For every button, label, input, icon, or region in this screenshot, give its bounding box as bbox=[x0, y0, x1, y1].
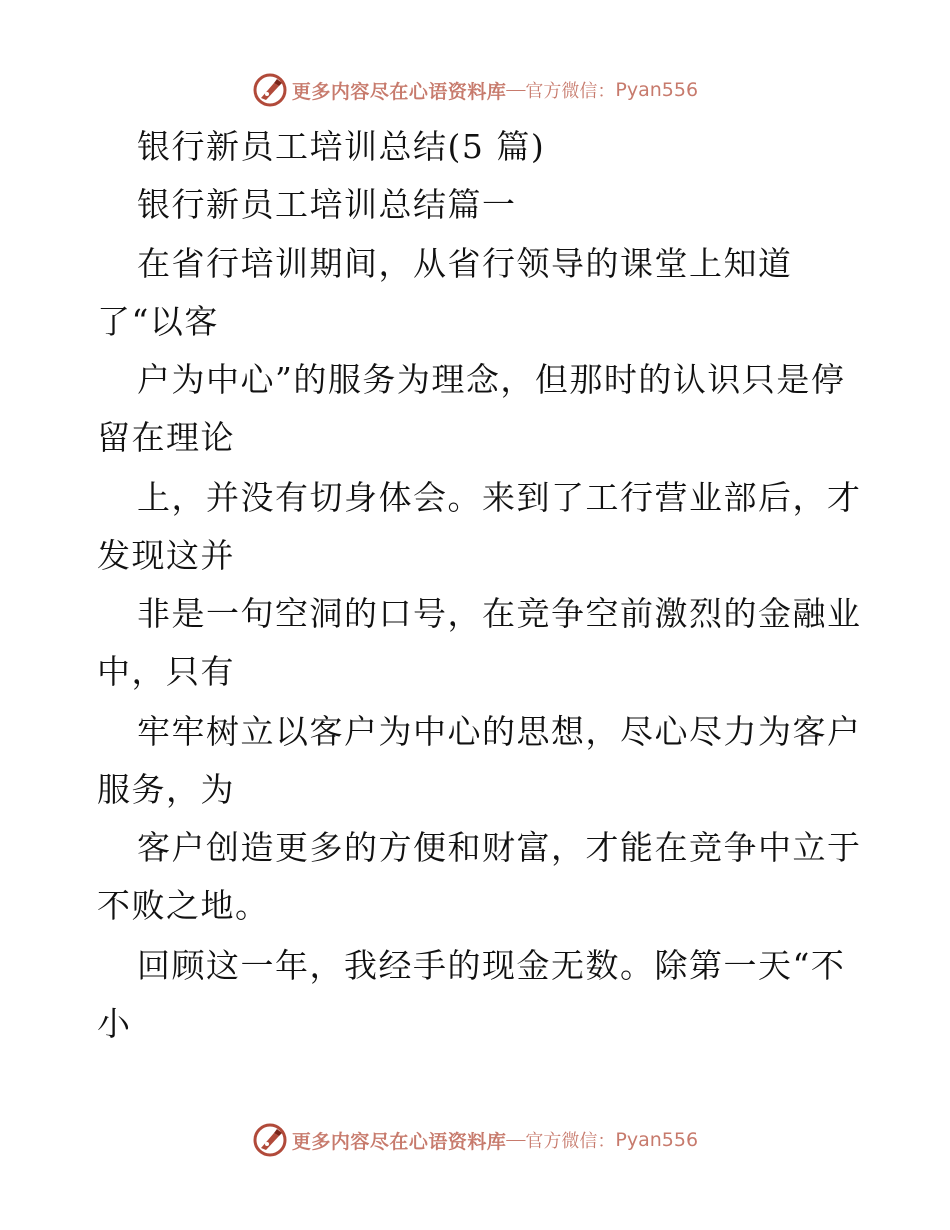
body-line: 户为中心”的服务为理念，但那时的认识只是停 bbox=[137, 360, 846, 399]
watermark-wechat-id: Pyan556 bbox=[615, 1129, 699, 1151]
pen-nib-circle-icon bbox=[252, 1122, 288, 1158]
pen-nib-circle-icon bbox=[252, 72, 288, 108]
body-line: 发现这并 bbox=[97, 536, 235, 575]
body-line: 上，并没有切身体会。来到了工行营业部后，才 bbox=[137, 478, 862, 517]
section-heading: 银行新员工培训总结篇一 bbox=[137, 185, 517, 224]
body-line: 中，只有 bbox=[97, 652, 235, 691]
watermark-site-text: 更多内容尽在心语资料库 bbox=[291, 1130, 507, 1153]
body-line: 服务，为 bbox=[97, 770, 235, 809]
watermark-wechat-label: 官方微信： bbox=[525, 81, 616, 102]
body-line: 回顾这一年，我经手的现金无数。除第一天“不 bbox=[137, 946, 846, 985]
document-title: 银行新员工培训总结(5 篇) bbox=[137, 127, 546, 166]
footer-watermark bbox=[0, 1120, 950, 1160]
body-line: 留在理论 bbox=[97, 418, 235, 457]
body-line: 了“以客 bbox=[97, 302, 219, 341]
body-line: 小 bbox=[97, 1004, 132, 1043]
watermark-wechat-id: Pyan556 bbox=[615, 79, 699, 101]
body-line: 不败之地。 bbox=[97, 886, 270, 925]
watermark-dash: — bbox=[506, 79, 526, 100]
watermark-wechat-label: 官方微信： bbox=[525, 1131, 616, 1152]
header-watermark bbox=[0, 70, 950, 110]
watermark-dash: — bbox=[506, 1129, 526, 1150]
body-line: 牢牢树立以客户为中心的思想，尽心尽力为客户 bbox=[137, 712, 862, 751]
body-line: 非是一句空洞的口号，在竞争空前激烈的金融业 bbox=[137, 594, 862, 633]
body-line: 客户创造更多的方便和财富，才能在竞争中立于 bbox=[137, 828, 862, 867]
watermark-site-text: 更多内容尽在心语资料库 bbox=[291, 80, 507, 103]
body-line: 在省行培训期间，从省行领导的课堂上知道 bbox=[137, 244, 793, 283]
